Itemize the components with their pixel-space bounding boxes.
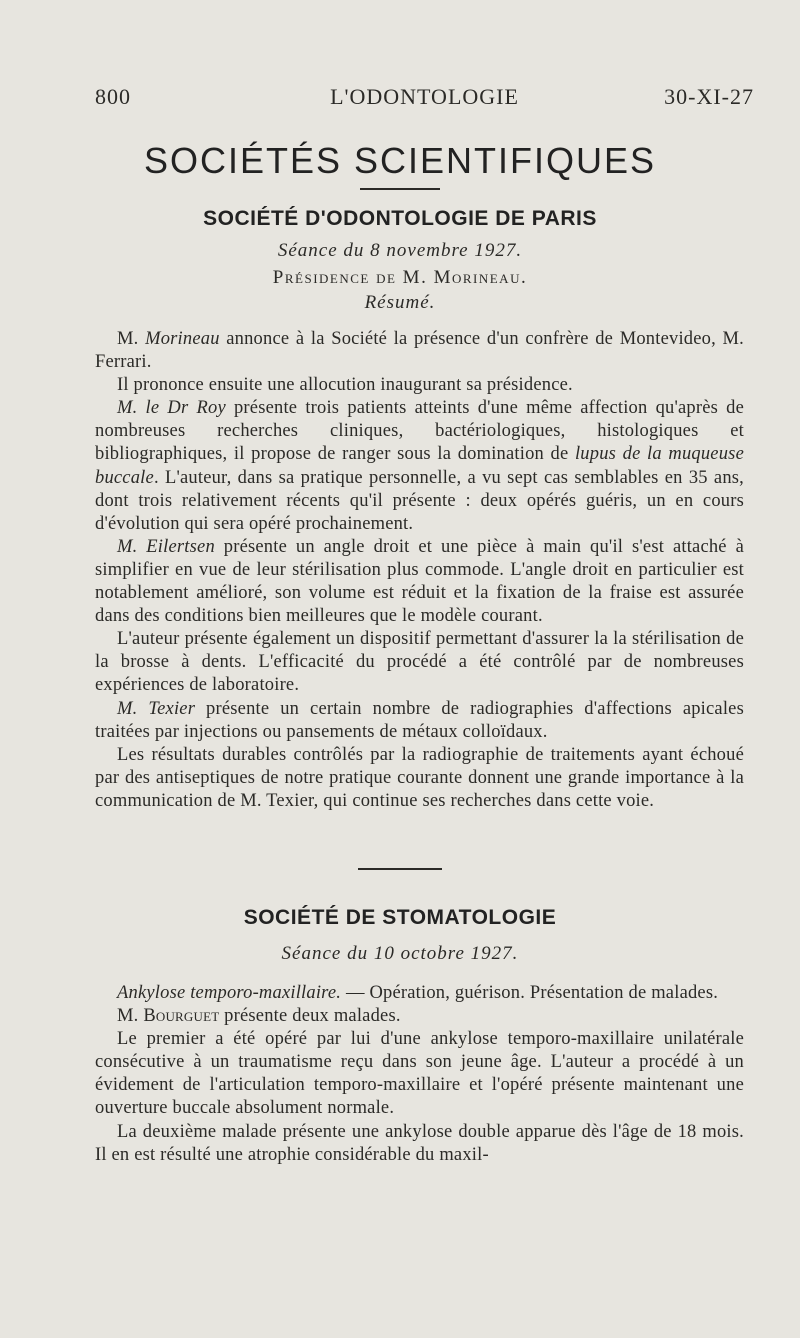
person-name: M. Eilertsen <box>117 536 215 557</box>
section-title-odontologie: SOCIÉTÉ D'ODONTOLOGIE DE PARIS <box>203 207 597 230</box>
paragraph: M. Texier présente un certain nombre de radiographies d'affections apicales traitées par injections ou pansements de métaux colloïdaux. <box>95 698 744 742</box>
section-divider <box>358 868 442 870</box>
paragraph: Le premier a été opéré par lui d'une ankylose temporo-maxillaire unilatérale consécutive à un traumatisme reçu dans son jeune âge. L'auteur a procédé à un évidement de l'articulation temporo-maxillaire et l'opéré présente maintenant une ouverture buccale absolument normale. <box>95 1029 744 1119</box>
person-name: Morineau <box>145 329 220 349</box>
disease-term: lupus de la muqueuse buccale <box>95 444 744 488</box>
paragraph: M. Morineau annonce à la Société la présence d'un confrère de Montevideo, M. Ferrari. <box>95 329 744 373</box>
topic-heading: Ankylose temporo-maxillaire. <box>117 983 342 1003</box>
issue-date: 30-XI-27 <box>664 84 754 109</box>
resume-label: Résumé. <box>364 292 436 313</box>
paragraph: L'auteur présente également un dispositif permettant d'assurer la la stérilisation de la brosse à dents. L'efficacité du procédé a été contrôlé par de nombreuses expériences de laboratoire. <box>95 629 744 696</box>
paragraph: Ankylose temporo-maxillaire. — Opération, guérison. Présentation de malades. <box>117 983 719 1003</box>
paragraph: M. le Dr Roy présente trois patients atteints d'une même affection qu'après de nombreuses recherches cliniques, bactériologiques, histologiques et bibliographiques, il propose de ranger sous la domination de lupus de la muqueuse buccale. L'auteur, dans sa pratique personnelle, a vu sept cas semblables en 35 ans, dont trois relativement récents qu'il présente : deux opérés guéris, un en cours d'évolution qui sera opéré prochainement. <box>95 398 745 534</box>
presidence-line: Présidence de M. Morineau. <box>272 267 528 288</box>
seance-date-2: Séance du 10 octobre 1927. <box>281 943 519 964</box>
paragraph: M. Bourguet présente deux malades. <box>117 1006 401 1027</box>
section-title-stomatologie: SOCIÉTÉ DE STOMATOLOGIE <box>243 906 557 929</box>
seance-date-1: Séance du 8 novembre 1927. <box>277 240 523 261</box>
paragraph: M. Eilertsen présente un angle droit et une pièce à main qu'il s'est attaché à simplifier en vue de leur stérilisation plus commode. L'angle droit en particulier est notablement amélioré, son volume est réduit et la fixation de la fraise est assurée dans des conditions bien meilleures que le modèle courant. <box>95 536 745 627</box>
paragraph: La deuxième malade présente une ankylose double apparue dès l'âge de 18 mois. Il en est résulté une atrophie considérable du maxil- <box>95 1121 744 1165</box>
page-title: SOCIÉTÉS SCIENTIFIQUES <box>143 140 657 181</box>
paragraph: Les résultats durables contrôlés par la radiographie de traitements ayant échoué par des antiseptiques de notre pratique courante donnent une grande importance à la communication de M. Texier, qui continue ses recherches dans cette voie. <box>95 744 744 811</box>
paragraph: Il prononce ensuite une allocution inaugurant sa présidence. <box>117 375 573 396</box>
journal-name: L'ODONTOLOGIE <box>330 84 519 109</box>
person-name: Bourguet <box>143 1006 220 1027</box>
person-name: M. Texier <box>117 698 196 719</box>
person-name: M. le Dr Roy <box>117 398 226 419</box>
title-divider <box>360 188 440 190</box>
running-head <box>95 84 754 114</box>
section-2-body <box>95 982 744 1167</box>
section-1-body <box>95 328 744 813</box>
page-number: 800 <box>95 84 131 109</box>
